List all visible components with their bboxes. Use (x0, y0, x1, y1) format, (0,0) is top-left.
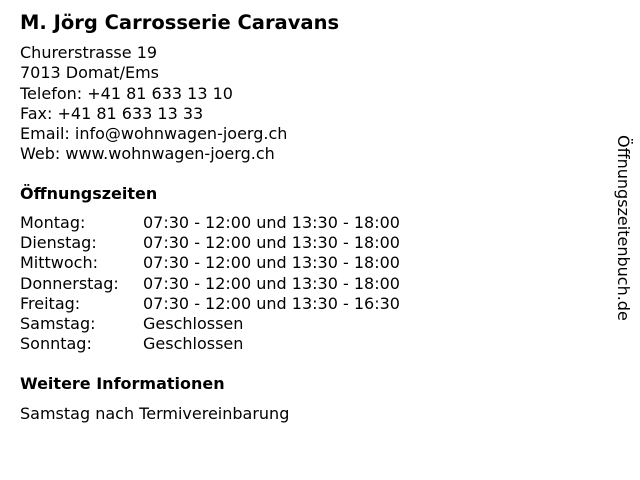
fax-number: Fax: +41 81 633 13 33 (20, 103, 204, 123)
day-label: Donnerstag: (20, 273, 119, 293)
city: 7013 Domat/Ems (20, 63, 159, 83)
further-info-text: Samstag nach Termivereinbarung (20, 404, 290, 423)
day-hours: Geschlossen (143, 334, 244, 354)
site-watermark-label: Öffnungszeitenbuch.de (614, 135, 633, 321)
day-hours: 07:30 - 12:00 und 13:30 - 18:00 (143, 273, 400, 293)
day-label: Sonntag: (20, 334, 92, 354)
day-hours: 07:30 - 12:00 und 13:30 - 16:30 (143, 293, 400, 313)
day-label: Freitag: (20, 293, 81, 313)
opening-hours-heading: Öffnungszeiten (20, 184, 158, 203)
day-hours: Geschlossen (143, 313, 244, 333)
email-address: Email: info@wohnwagen-joerg.ch (20, 124, 288, 144)
website: Web: www.wohnwagen-joerg.ch (20, 144, 275, 164)
day-hours: 07:30 - 12:00 und 13:30 - 18:00 (143, 213, 400, 232)
street-address: Churerstrasse 19 (20, 43, 158, 62)
day-hours: 07:30 - 12:00 und 13:30 - 18:00 (143, 233, 400, 253)
day-label: Montag: (20, 213, 86, 232)
further-info-heading: Weitere Informationen (20, 374, 225, 393)
day-label: Samstag: (20, 313, 96, 333)
phone-number: Telefon: +41 81 633 13 10 (20, 83, 233, 103)
day-hours: 07:30 - 12:00 und 13:30 - 18:00 (143, 253, 400, 273)
business-name: M. Jörg Carrosserie Caravans (20, 11, 340, 34)
day-label: Dienstag: (20, 233, 97, 253)
contact-block (20, 43, 287, 165)
day-label: Mittwoch: (20, 253, 98, 273)
